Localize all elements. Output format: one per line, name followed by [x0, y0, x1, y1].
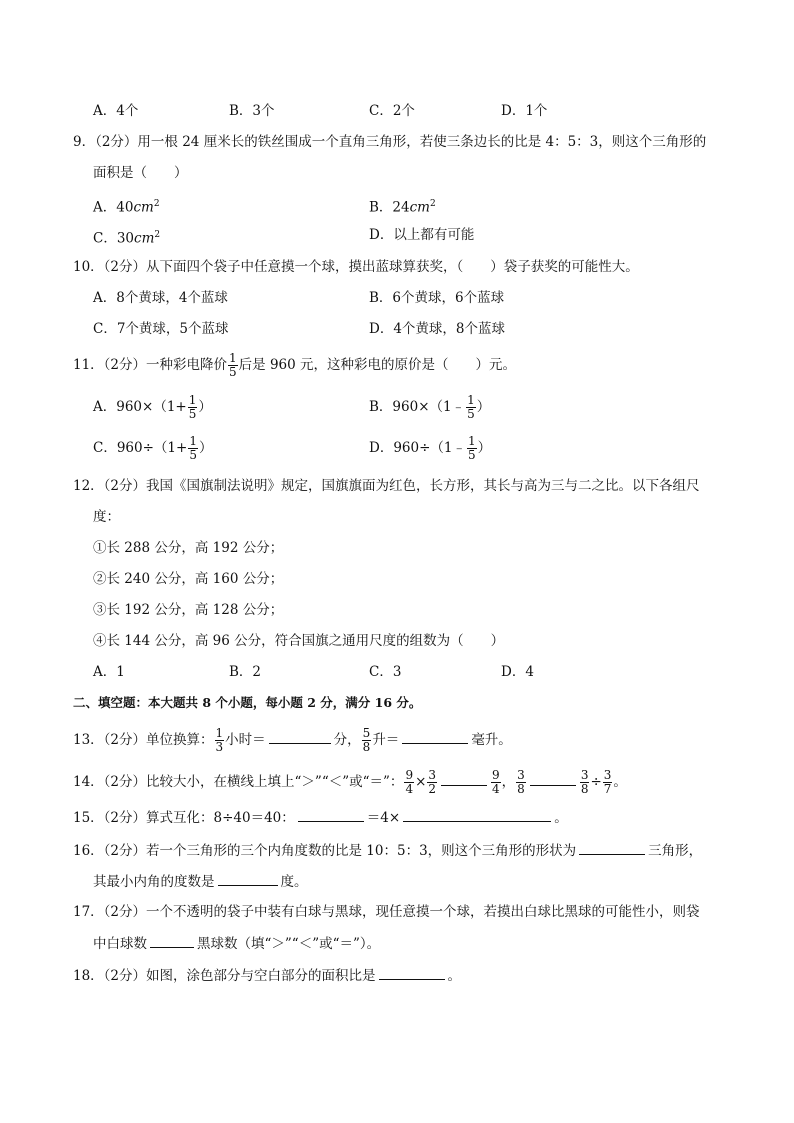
q12-item-2: ②长 240 公分，高 160 公分； [93, 571, 284, 587]
q15-blank-2[interactable] [403, 807, 551, 822]
q10-option-d: D．4个黄球，8个蓝球 [369, 321, 506, 337]
q17-line1: 17．（2分）一个不透明的袋子中装有白球与黑球，现任意摸一个球，若摸出白球比黑球的可能性小，则袋 [73, 904, 700, 920]
q15-blank-1[interactable] [298, 807, 364, 822]
q13: 13．（2分）单位换算： $\frac{1}{3}$ 小时＝ 分， $\frac{5}{8}$ 升＝ 毫升。 [73, 726, 512, 754]
q9-option-b: B．$24cm^2$ [369, 199, 436, 216]
q9-stem-line2: 面积是（ ） [93, 165, 188, 181]
q18: 18．（2分）如图，涂色部分与空白部分的面积比是 。 [73, 965, 461, 986]
q12-item-3: ③长 192 公分，高 128 公分； [93, 602, 284, 618]
q12-item-4: ④长 144 公分，高 96 公分，符合国旗之通用尺度的组数为（ ） [93, 633, 505, 649]
q10-stem: 10．（2分）从下面四个袋子中任意摸一个球，摸出蓝球算获奖，（ ）袋子获奖的可能性大。 [73, 259, 639, 275]
q16-line1: 16．（2分）若一个三角形的三个内角度数的比是 10：5：3，则这个三角形的形状为 三角形， [73, 840, 702, 861]
q14-blank-2[interactable] [530, 771, 576, 786]
q12-option-b: B．2 [229, 664, 262, 680]
q11-option-d: D．960÷（1﹣ $\frac{1}{5}$ ） [369, 434, 492, 462]
q18-blank[interactable] [379, 965, 445, 980]
q16-blank-1[interactable] [579, 840, 645, 855]
section-heading: 二、填空题：本大题共 8 个小题，每小题 2 分，满分 16 分。 [73, 695, 422, 710]
q17-line2: 中白球数 黑球数（填“＞”“＜”或“＝”）。 [93, 933, 380, 954]
q17-blank[interactable] [150, 933, 194, 948]
q9-option-c: C．$30cm^2$ [93, 230, 161, 247]
q8-option-a: A．4个 [93, 103, 139, 119]
q12-option-a: A．1 [93, 664, 125, 680]
q12-stem-line2: 度： [93, 509, 120, 525]
q11-option-b: B．960×（1﹣ $\frac{1}{5}$ ） [369, 393, 491, 421]
q11-option-c: C．960÷（1+ $\frac{1}{5}$ ） [93, 434, 213, 462]
q11-fraction: $\frac{1}{5}$ [229, 351, 237, 379]
q15: 15．（2分）算式互化：8÷40＝40： ＝4× 。 [73, 807, 568, 828]
q10-option-c: C．7个黄球，5个蓝球 [93, 321, 229, 337]
q8-option-b: B．3个 [229, 103, 275, 119]
q16-line2: 其最小内角的度数是 度。 [93, 871, 308, 892]
q9-option-d: D．以上都有可能 [369, 227, 475, 243]
q12-stem-line1: 12．（2分）我国《国旗制法说明》规定，国旗旗面为红色，长方形，其长与高为三与二之比。以下各组尺 [73, 478, 700, 494]
q12-item-1: ①长 288 公分，高 192 公分； [93, 540, 284, 556]
q9-stem-line1: 9．（2分）用一根 24 厘米长的铁丝围成一个直角三角形，若使三条边长的比是 4：5：3，则这个三角形的 [73, 134, 707, 150]
q12-option-c: C．3 [369, 664, 402, 680]
q10-option-a: A．8个黄球，4个蓝球 [93, 290, 228, 306]
q14-blank-1[interactable] [441, 771, 487, 786]
q11-stem: 11．（2分）一种彩电降价 $\frac{1}{5}$ 后是 960 元，这种彩电的原价是（ ）元。 [73, 351, 517, 379]
q16-blank-2[interactable] [218, 871, 278, 886]
q12-option-d: D．4 [501, 664, 534, 680]
q9-option-a: A．$40cm^2$ [93, 199, 160, 216]
q13-blank-2[interactable] [402, 729, 468, 744]
q11-option-a: A．960×（1+ $\frac{1}{5}$ ） [93, 393, 212, 421]
q8-option-d: D．1个 [501, 103, 548, 119]
q10-option-b: B．6个黄球，6个蓝球 [369, 290, 505, 306]
q8-option-c: C．2个 [369, 103, 415, 119]
q13-blank-1[interactable] [269, 729, 331, 744]
q14: 14．（2分）比较大小，在横线上填上“＞”“＜”或“＝”： $\frac{9}{4}$ × $\frac{3}{2}$ $\frac{9}{4}$ ， $\frac{3}{8}$ $\frac{3}{8}$ ÷ $\frac{3}{7}$ 。 [73, 768, 627, 796]
